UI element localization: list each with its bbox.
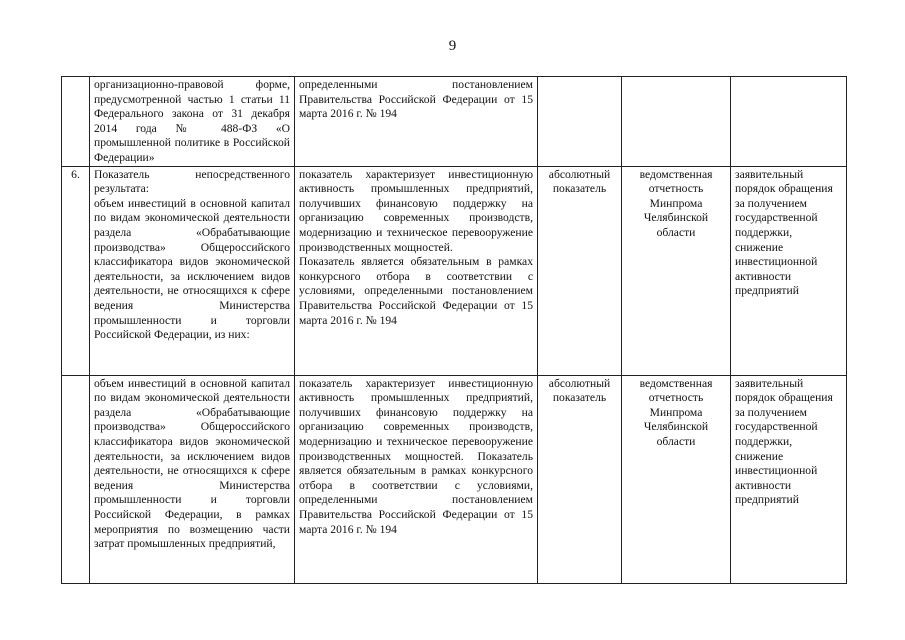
indicator-description: показатель характеризует инвестиционную активность промышленных предприятий, получивших финансовую поддержку на организацию современных производств, модернизацию и техническое перевооружение производственных мощностей. Показатель является обязательным в рамках конкурсного отбора в соответствии с условиями, определенными постановлением Правительства Российской Федерации от 15 марта 2016 г. № 194 [295, 375, 538, 583]
data-source: ведомственная отчетность Минпрома Челябинской области [622, 375, 731, 583]
row-number [62, 375, 90, 583]
data-source [622, 77, 731, 167]
page-number: 9 [448, 38, 457, 54]
data-source: ведомственная отчетность Минпрома Челябинской области [622, 166, 731, 375]
table-row [62, 166, 847, 375]
indicator-description: показатель характеризует инвестиционную активность промышленных предприятий, получивших финансовую поддержку на организацию современных производств, модернизацию и техническое перевооружение производственных мощностей. Показатель является обязательным в рамках конкурсного отбора в соответствии с условиями, определенными постановлением Правительства Российской Федерации от 15 марта 2016 г. № 194 [295, 166, 538, 375]
row-number: 6. [62, 166, 90, 375]
table-row [62, 375, 847, 583]
risk-factors: заявительный порядок обращения за получением государственной поддержки, снижение инвестиционной активности предприятий [731, 166, 847, 375]
indicators-table [61, 76, 847, 584]
risk-factors: заявительный порядок обращения за получением государственной поддержки, снижение инвестиционной активности предприятий [731, 375, 847, 583]
risk-factors [731, 77, 847, 167]
indicator-description: определенными постановлением Правительства Российской Федерации от 15 марта 2016 г. № 194 [295, 77, 538, 167]
indicator-type: абсолютный показатель [538, 375, 622, 583]
indicator-name: Показатель непосредственного результата: объем инвестиций в основной капитал по видам экономической деятельности раздела «Обрабатывающие производства» Общероссийского классификатора видов экономической деятельности, за исключением видов деятельности, не относящихся к сфере ведения Министерства промышленности и торговли Российской Федерации, из них: [90, 166, 295, 375]
indicator-type: абсолютный показатель [538, 166, 622, 375]
indicator-name: организационно-правовой форме, предусмотренной частью 1 статьи 11 Федерального закона от 31 декабря 2014 года № 488-ФЗ «О промышленной политике в Российской Федерации» [90, 77, 295, 167]
indicator-type [538, 77, 622, 167]
row-number [62, 77, 90, 167]
table-row [62, 77, 847, 167]
indicator-name: объем инвестиций в основной капитал по видам экономической деятельности раздела «Обрабатывающие производства» Общероссийского классификатора видов экономической деятельности, за исключением видов деятельности, не относящихся к сфере ведения Министерства промышленности и торговли Российской Федерации, в рамках мероприятия по возмещению части затрат промышленных предприятий, [90, 375, 295, 583]
